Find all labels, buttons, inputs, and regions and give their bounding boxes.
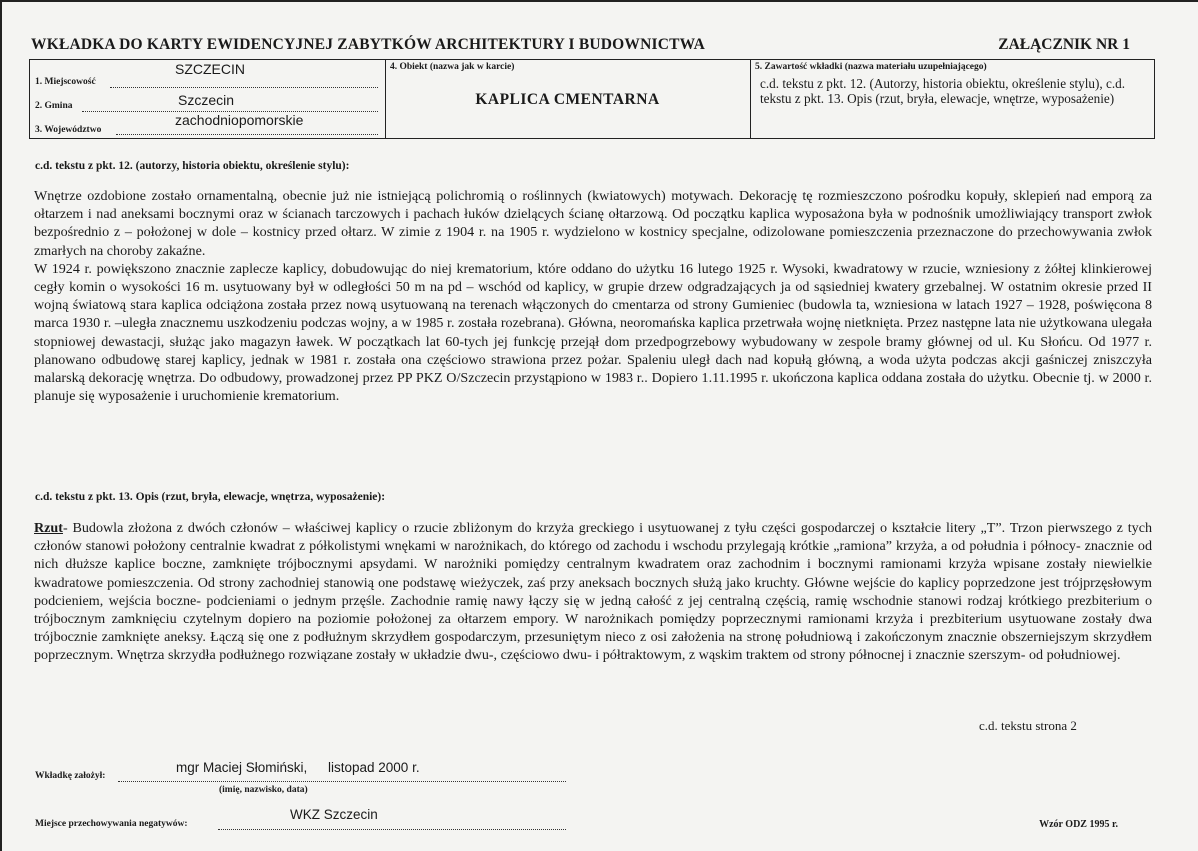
place-dotted-line (110, 87, 378, 88)
rzut-label: Rzut (34, 520, 63, 536)
form-title: WKŁADKA DO KARTY EWIDENCYJNEJ ZABYTKÓW ARCHITEKTURY I BUDOWNICTWA (31, 36, 706, 53)
form-pattern-note: Wzór ODZ 1995 r. (1039, 819, 1118, 830)
place-value: SZCZECIN (175, 61, 245, 77)
negatives-dotted-line (218, 829, 566, 830)
municipality-value: Szczecin (178, 92, 235, 108)
section-13-heading: c.d. tekstu z pkt. 13. Opis (rzut, bryła, elewacje, wnętrza, wyposażenie): (35, 491, 386, 503)
section-12-heading: c.d. tekstu z pkt. 12. (autorzy, historia obiektu, określenie stylu): (35, 160, 350, 172)
annex-label: ZAŁĄCZNIK NR 1 (998, 36, 1130, 53)
negatives-value: WKZ Szczecin (290, 807, 378, 822)
column-divider (750, 60, 751, 138)
section-12-paragraph: Wnętrze ozdobione zostało ornamentalną, obecnie już nie istniejącą polichromią o roślinnych (kwiatowych) motywach. Dekorację tę rozmieszczono pośrodku kopuły, sklepień nad emporą za ołtarzem i nad aneksami bocznymi oraz w ścianach tarczowych i pachach łuków dzielących ścianę ołtarzową. Od początku kaplica wyposażona była w podnośnik umożliwiający transport zwłok bezpośrednio z – położonej w dole – kostnicy przed ołtarz. W zimie z 1904 r. na 1905 r. wydzielono w kostnicy specjalne, odizolowane pomieszczenia przeznaczone do przechowywania zwłok zmarłych na choroby zakaźne. (34, 188, 1152, 259)
negatives-label: Miejsce przechowywania negatywów: (35, 819, 188, 829)
object-name: KAPLICA CMENTARNA (475, 91, 660, 108)
created-by-dotted-line (118, 781, 566, 782)
page-edge-left (0, 0, 2, 851)
object-label: 4. Obiekt (nazwa jak w karcie) (390, 62, 515, 72)
section-13-body (34, 519, 1152, 665)
section-12-body (34, 187, 1152, 405)
header-fields-box (29, 59, 1155, 139)
created-by-value: mgr Maciej Słomiński, (176, 760, 308, 775)
continued-note: c.d. tekstu strona 2 (979, 718, 1077, 733)
section-12-paragraph: W 1924 r. powiększono znacznie zaplecze kaplicy, dobudowując do niej krematorium, które oddano do użytku 16 lutego 1925 r. Wysoki, kwadratowy w rzucie, wzniesiony z żółtej klinkierowej cegły komin o wysokości 16 m. usytuowany był w odległości 50 m na pd – wschód od kaplicy, w grupie drzew odgradzających ja od sąsiedniej kwatery grzebalnej. W ostatnim okresie przed II wojną światową stara kaplica odciążona została przez nową usytuowaną na terenach włączonych do cmentarza od strony Gumieniec (budowla ta, wzniesiona w latach 1927 – 1928, poświęcona 8 marca 1930 r. –uległa znacznemu uszkodzeniu podczas wojny, a w 1985 r. została rozebrana). Główna, neoromańska kaplica przetrwała wojnę nietknięta. Przez następne lata nie użytkowana ulegała stopniowej dewastacji, służąc jako magazyn ławek. W początkach lat 60-tych jej funkcję przejął dom przedpogrzebowy wybudowany w zespole bramy głównej od ul. Ku Słońcu. Od 1977 r. planowano odbudowę starej kaplicy, jednak w 1981 r. została ona częściowo strawiona przez pożar. Spaleniu uległ dach nad kopułą główną, a woda użyta podczas akcji gaśniczej zniszczyła malarską dekorację wnętrza. Do odbudowy, prowadzonej przez PP PKZ O/Szczecin przystąpiono w 1983 r.. Dopiero 1.11.1995 r. ukończona kaplica oddana została do użytku. Obecnie tj. w 2000 r. planuje się wyposażenie i uruchomienie krematorium. (34, 260, 1152, 405)
contents-text: c.d. tekstu z pkt. 12. (Autorzy, historia obiektu, określenie stylu), c.d. tekstu z pkt. 13. Opis (rzut, bryła, elewacje, wnętrze, wyposażenie) (760, 76, 1126, 106)
created-date-value: listopad 2000 r. (328, 760, 420, 775)
page-edge-top (0, 0, 1198, 2)
created-by-hint: (imię, nazwisko, data) (219, 785, 308, 795)
voivodeship-label: 3. Województwo (35, 125, 102, 135)
municipality-label: 2. Gmina (35, 101, 73, 111)
place-label: 1. Miejscowość (35, 77, 96, 87)
voivodeship-dotted-line (116, 134, 378, 135)
voivodeship-value: zachodniopomorskie (175, 112, 304, 128)
section-13-paragraph (34, 519, 1152, 665)
created-by-label: Wkładkę założył: (35, 771, 106, 781)
rzut-text: - Budowla złożona z dwóch członów – właściwej kaplicy o rzucie zbliżonym do krzyża greckiego i usytuowanej z tyłu części gospodarczej o kształcie litery „T”. Trzon pierwszego z tych członów stanowi położony centralnie kwadrat z półkolistymi wnękami w narożnikach, do którego od zachodu i wschodu przylegają krótkie „ramiona” krzyża, a od południa i północy- znacznie od nich dłuższe kaplice boczne, zamknięte trójbocznymi apsydami. W narożniki pomiędzy centralnym kwadratem oraz zachodnim i bocznymi ramionami krzyża wpisane zostały niewielkie kwadratowe pomieszczenia. Od strony zachodniej stanowią one podstawę wieżyczek, zaś przy aneksach bocznych służą jako kruchty. Główne wejście do kaplicy poprzedzone jest trójprzęsłowym podcieniem, wejścia boczne- podcieniami o jednym przęśle. Zachodnie ramię nawy łączy się w jedną całość z jej centralną częścią, ramię wschodnie stanowi rodzaj krótkiego prezbiterium o trójbocznym zamknięciu czytelnym dopiero na poziomie położonej za ołtarzem empory. W narożnikach pomiędzy poprzecznymi ramionami krzyża i prezbiterium usytuowane zostały dwa trójbocznie zamknięte aneksy. Łączą się one z podłużnym skrzydłem gospodarczym, przesuniętym nieco z osi założenia na stronę południową i zakończonym znacznie obszerniejszym skrzydłem poprzecznym. Wnętrza skrzydła podłużnego rozwiązane zostały w układzie dwu-, częściowo dwu- i półtraktowym, z wąskim traktem od strony północnej i znacznie szerszym- od południowej. (34, 520, 1152, 664)
contents-label: 5. Zawartość wkładki (nazwa materiału uzupełniającego) (755, 62, 987, 72)
